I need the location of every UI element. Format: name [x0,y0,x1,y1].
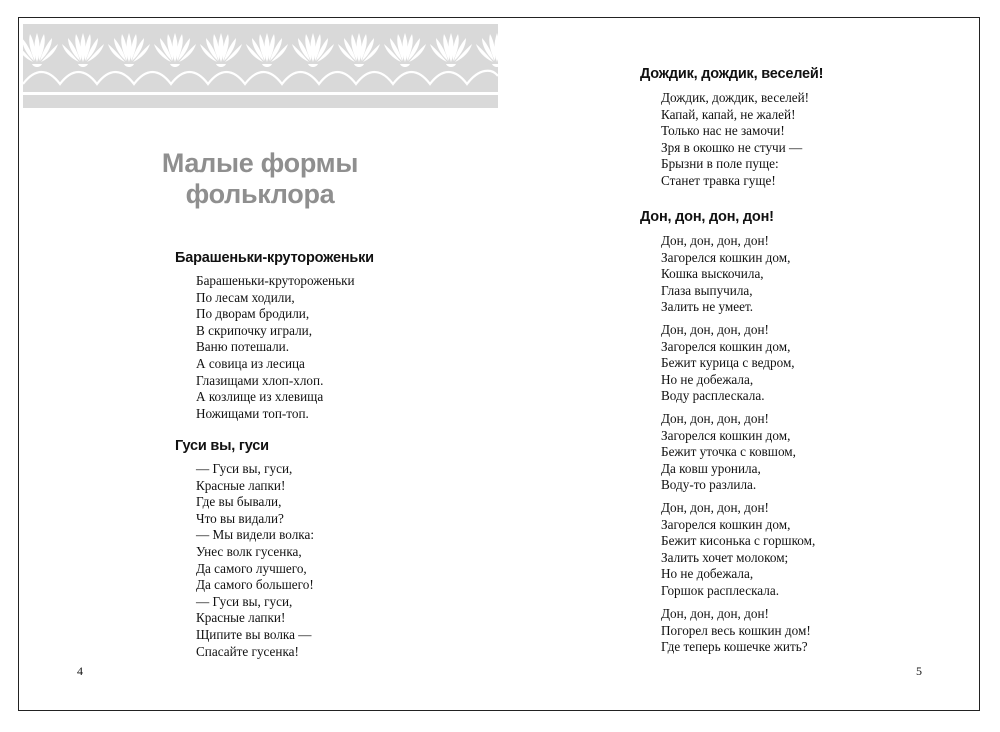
poem-stanza [661,411,796,494]
verse-line: — Гуси вы, гуси, [196,593,293,609]
verse-line: Бежит курица с ведром, [661,355,795,371]
verse-line: Погорел весь кошкин дом! [661,622,811,638]
section-title [130,148,390,210]
verse-line: Ваню потешали. [196,339,290,355]
verse-line: Дон, дон, дон, дон! [661,411,769,426]
poem-title-barashenki: Барашеньки-крутороженьки [175,250,374,266]
verse-line: Залить хочет молоком; [661,549,789,565]
section-title-line-1: Малые формы [161,148,359,178]
verse-line: Капай, капай, не жалей! [661,106,796,122]
verse-line: По дворам бродили, [196,306,310,322]
verse-line: Кошка выскочила, [661,266,764,282]
verse-line: Брызни в поле пуще: [661,156,779,172]
verse-line: Да самого лучшего, [196,560,307,576]
verse-line: Да ковш уронила, [661,460,761,476]
poem-stanza [196,273,355,422]
poem-stanza [661,233,790,316]
poem-stanza [661,90,809,190]
section-title-line-2: фольклора [185,179,335,209]
verse-line: Барашеньки-крутороженьки [196,273,355,288]
decorative-ornament-band [23,24,498,108]
verse-line: Воду-то разлила. [661,477,757,493]
verse-line: — Мы видели волка: [196,527,315,543]
poem-stanza [661,606,811,656]
verse-line: Красные лапки! [196,610,286,626]
verse-line: Дон, дон, дон, дон! [661,500,769,515]
verse-line: — Гуси вы, гуси, [196,461,293,476]
poem-stanza [196,461,314,660]
verse-line: Унес волк гусенка, [196,543,302,559]
verse-line: Спасайте гусенка! [196,643,299,659]
verse-line: Где теперь кошечке жить? [661,639,808,655]
verse-line: Глаза выпучила, [661,282,753,298]
poem-stanza [661,322,795,405]
verse-line: Загорелся кошкин дом, [661,338,791,354]
verse-line: Воду расплескала. [661,388,765,404]
poem-title-gusi: Гуси вы, гуси [175,438,269,454]
verse-line: По лесам ходили, [196,289,295,305]
verse-line: Но не добежала, [661,566,754,582]
verse-line: А козлище из хлевища [196,389,324,405]
verse-line: Зря в окошко не стучи — [661,139,803,155]
verse-line: Красные лапки! [196,477,286,493]
verse-line: А совица из лесица [196,355,305,371]
verse-line: Загорелся кошкин дом, [661,427,791,443]
verse-line: Дон, дон, дон, дон! [661,233,769,248]
verse-line: Глазищами хлоп-хлоп. [196,372,324,388]
verse-line: Щипите вы волка — [196,626,312,642]
page-number-left: 4 [77,664,83,678]
verse-line: Но не добежала, [661,371,754,387]
poem-title-dozhdik: Дождик, дождик, веселей! [640,66,824,82]
poem-title-don: Дон, дон, дон, дон! [640,209,774,225]
verse-line: Бежит кисонька с горшком, [661,533,816,549]
verse-line: Станет травка гуще! [661,172,776,188]
poem-stanza [661,500,815,600]
verse-line: Что вы видали? [196,510,284,526]
verse-line: Где вы бывали, [196,494,282,510]
verse-line: Горшок расплескала. [661,582,779,598]
page-spread-frame [18,17,980,711]
verse-line: В скрипочку играли, [196,322,313,338]
verse-line: Бежит уточка с ковшом, [661,444,796,460]
verse-line: Да самого большего! [196,577,314,593]
verse-line: Дон, дон, дон, дон! [661,606,769,621]
verse-line: Дон, дон, дон, дон! [661,322,769,337]
verse-line: Дождик, дождик, веселей! [661,90,810,105]
verse-line: Залить не умеет. [661,299,754,315]
verse-line: Загорелся кошкин дом, [661,516,791,532]
verse-line: Ножищами топ-топ. [196,405,309,421]
page-number-right: 5 [916,664,922,678]
verse-line: Только нас не замочи! [661,123,785,139]
verse-line: Загорелся кошкин дом, [661,249,791,265]
